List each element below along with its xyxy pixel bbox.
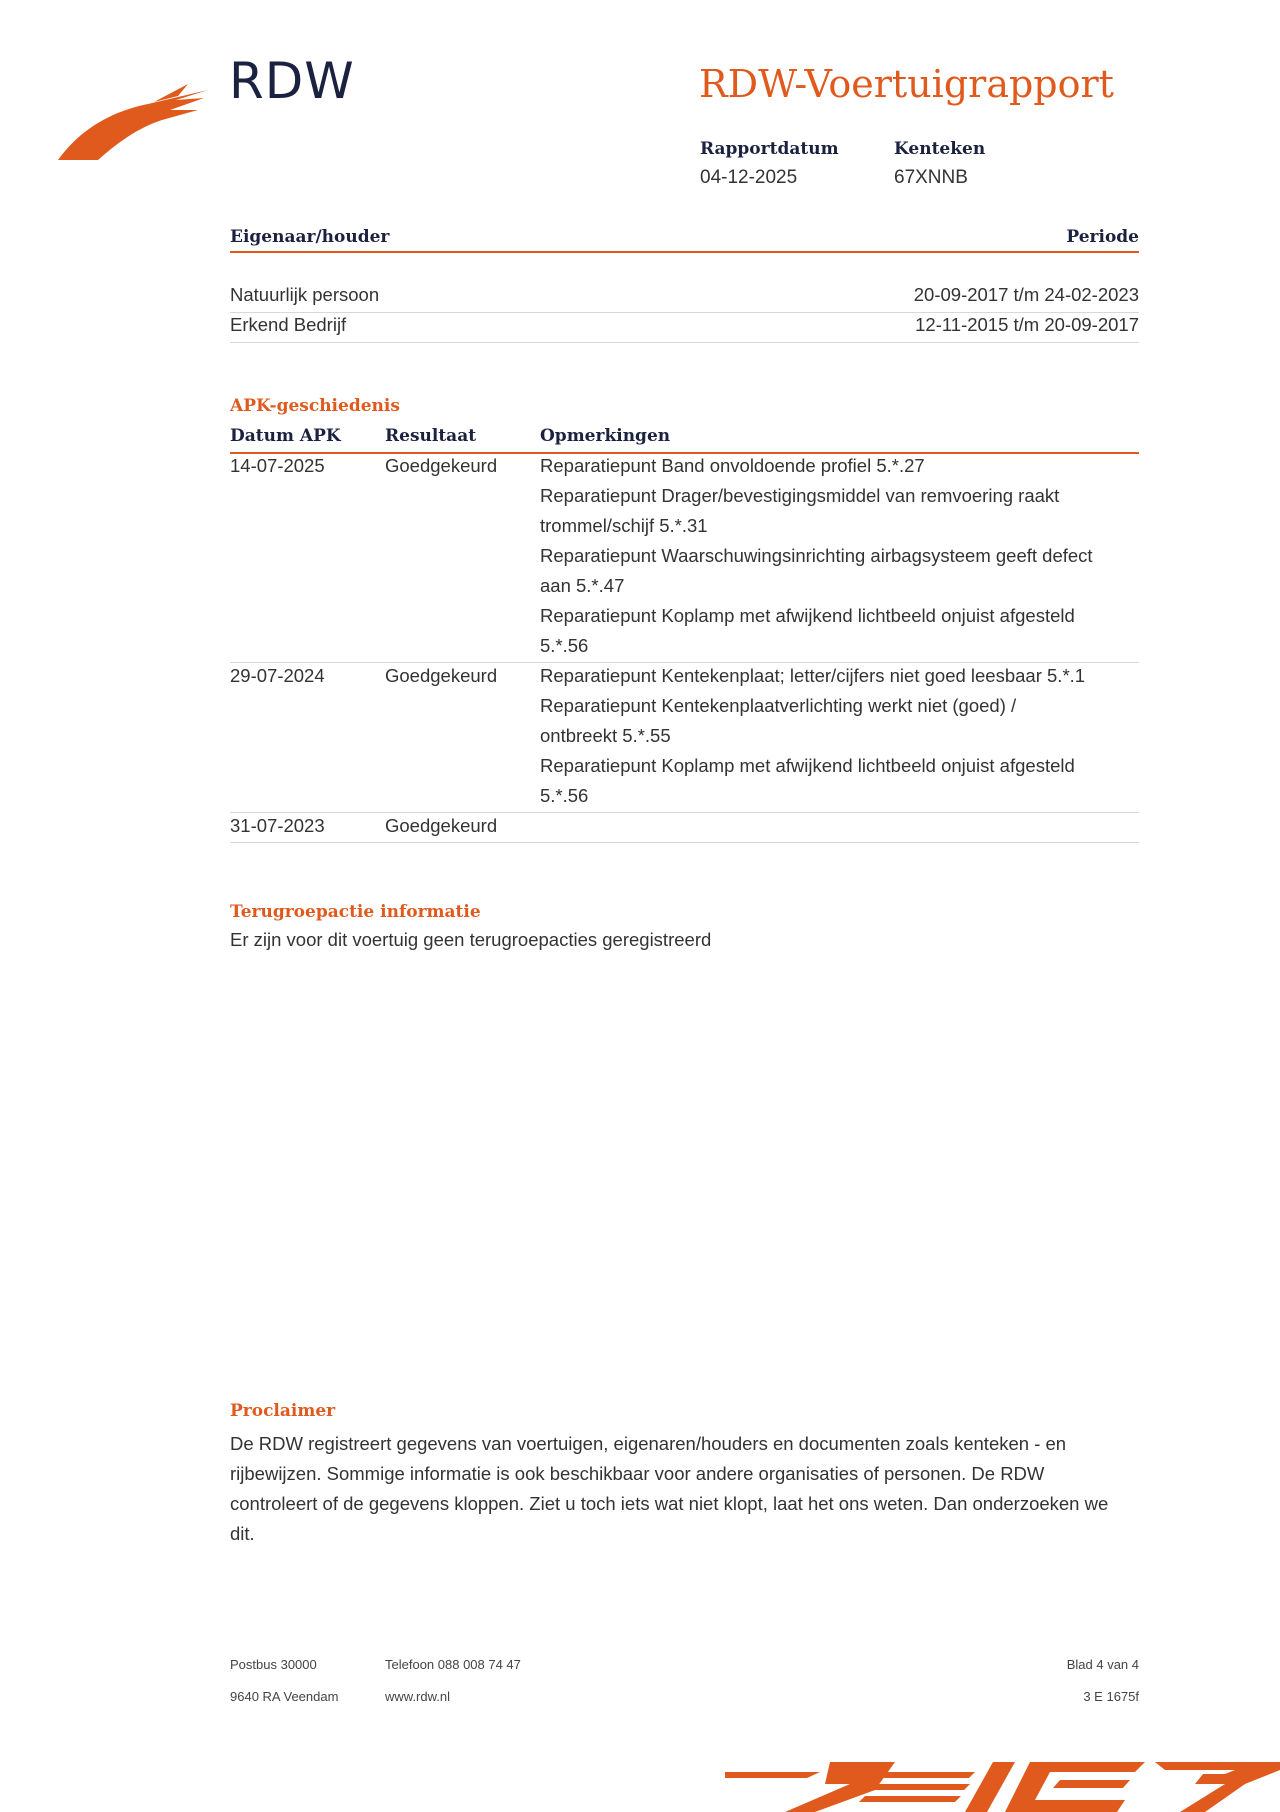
footer-page-number: Blad 4 van 4 [1066, 1657, 1139, 1672]
footer-stripe-decoration-icon [725, 1760, 1280, 1812]
apk-row-result: Goedgekeurd [385, 815, 498, 836]
owner-row-owner: Natuurlijk persoon [230, 284, 380, 305]
plate-value: 67XNNB [894, 167, 968, 188]
report-date-label: Rapportdatum [700, 139, 839, 159]
owner-row-period: 20-09-2017 t/m 24-02-2023 [913, 284, 1139, 305]
apk-row-result: Goedgekeurd [385, 665, 498, 686]
apk-remark-line: Reparatiepunt Band onvoldoende profiel 5.*.27 [540, 455, 925, 476]
owner-row-owner: Erkend Bedrijf [230, 314, 347, 335]
apk-row-date: 29-07-2024 [230, 665, 325, 686]
period-column-header: Periode [1066, 227, 1139, 247]
apk-remark-line: 5.*.56 [540, 635, 589, 656]
apk-remark-line: ontbreekt 5.*.55 [540, 725, 671, 746]
rdw-logo-text: RDW [229, 52, 355, 110]
footer-website[interactable]: www.rdw.nl [385, 1689, 451, 1704]
apk-remark-line: aan 5.*.47 [540, 575, 625, 596]
apk-remark-line: Reparatiepunt Koplamp met afwijkend lichtbeeld onjuist afgesteld [540, 605, 1075, 626]
apk-remark-line: Reparatiepunt Koplamp met afwijkend lichtbeeld onjuist afgesteld [540, 755, 1075, 776]
report-date-value: 04-12-2025 [700, 167, 798, 188]
apk-remark-line: Reparatiepunt Waarschuwingsinrichting airbagsysteem geeft defect [540, 545, 1093, 566]
apk-result-column-header: Resultaat [385, 426, 477, 446]
plate-label: Kenteken [894, 139, 986, 159]
apk-remark-line: Reparatiepunt Kentekenplaatverlichting werkt niet (goed) / [540, 695, 1017, 716]
recall-section-title: Terugroepactie informatie [230, 902, 481, 922]
report-title: RDW-Voertuigrapport [699, 62, 1114, 106]
proclaimer-text: De RDW registreert gegevens van voertuigen, eigenaren/houders en documenten zoals kenteken - en rijbewijzen. Sommige informatie is ook beschikbaar voor andere organisaties of personen. De RDW controleert of de gegevens kloppen. Ziet u toch iets wat niet klopt, laat het ons weten. Dan onderzoeken we dit. [230, 1433, 1109, 1544]
footer-document-code: 3 E 1675f [1083, 1689, 1139, 1704]
apk-row-date: 14-07-2025 [230, 455, 325, 476]
apk-row-date: 31-07-2023 [230, 815, 325, 836]
apk-remarks-column-header: Opmerkingen [540, 426, 671, 446]
apk-date-column-header: Datum APK [230, 426, 341, 446]
footer-city: 9640 RA Veendam [230, 1689, 339, 1704]
apk-remark-line: trommel/schijf 5.*.31 [540, 515, 708, 536]
apk-section-title: APK-geschiedenis [230, 396, 400, 416]
row-divider [230, 342, 1139, 343]
apk-remark-line: 5.*.56 [540, 785, 589, 806]
owner-row-period: 12-11-2015 t/m 20-09-2017 [915, 314, 1139, 335]
recall-text: Er zijn voor dit voertuig geen terugroepacties geregistreerd [230, 929, 712, 950]
proclaimer-title: Proclaimer [230, 1401, 336, 1421]
apk-remark-line: Reparatiepunt Drager/bevestigingsmiddel van remvoering raakt [540, 485, 1060, 506]
rdw-bird-logo-icon [58, 82, 208, 162]
owner-column-header: Eigenaar/houder [230, 227, 390, 247]
row-divider [230, 842, 1139, 843]
apk-remark-line: Reparatiepunt Kentekenplaat; letter/cijfers niet goed leesbaar 5.*.1 [540, 665, 1086, 686]
footer-postbus: Postbus 30000 [230, 1657, 317, 1672]
footer-phone: Telefoon 088 008 74 47 [385, 1657, 521, 1672]
apk-row-result: Goedgekeurd [385, 455, 498, 476]
owner-table-rule [230, 251, 1139, 253]
row-divider [230, 812, 1139, 813]
